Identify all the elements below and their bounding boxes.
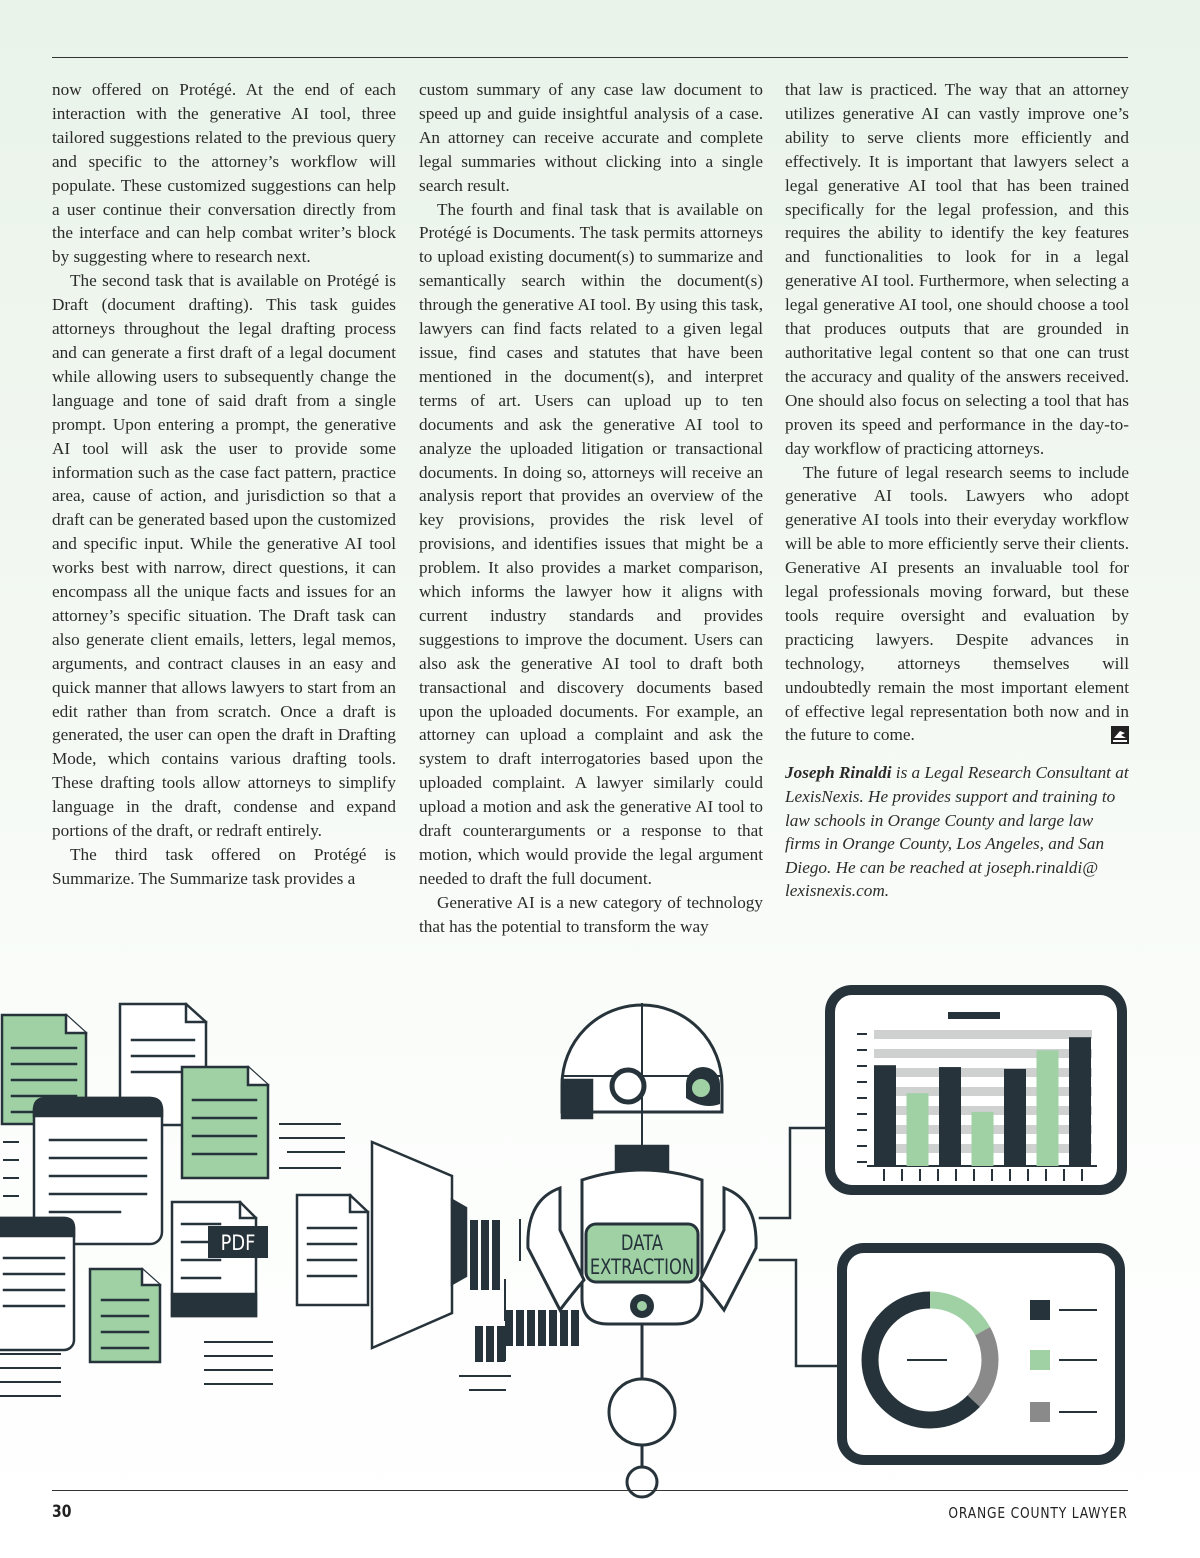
pie-chart-monitor bbox=[842, 1248, 1120, 1460]
paragraph: The third task offered on Protégé is Summarize. The Summarize task provides a bbox=[52, 845, 396, 888]
paragraph bbox=[785, 461, 1129, 748]
legend-swatch bbox=[1030, 1300, 1050, 1320]
robot-figure bbox=[528, 1004, 836, 1497]
bar-chart-band bbox=[874, 1049, 1092, 1058]
paragraph: The second task that is available on Protégé is Draft (document drafting). This task guides attorneys throughout the legal drafting process and can generate a first draft of a legal document while allowing users to subsequently change the language and tone of said draft from a single prompt. Upon entering a prompt, the generative AI tool will ask the user to provide some information such as the case fact pattern, practice area, cause of action, and jurisdiction so that a draft can be generated based upon the customized and specific input. While the generative AI tool works best with narrow, direct questions, it can encompass all the unique facts and issues for an attorney’s specific situation. The Draft task can also generate client emails, letters, legal memos, arguments, and contract clauses in an easy and quick manner that allows lawyers to start from an edit rather than from scratch. Once a draft is generated, the user can open the draft in Drafting Mode, which contains various drafting tools. These drafting tools allow attorneys to simplify language in the draft, condense and expand portions of the draft, or redraft entirely. bbox=[52, 271, 396, 841]
article-column-3 bbox=[785, 78, 1129, 903]
paragraph: The fourth and final task that is available on Protégé is Documents. The task permits attorneys to upload existing document(s) to summarize and semantically search within the document(s) through the generative AI tool. By using this task, lawyers can find facts related to a given legal issue, find cases and statutes that have been mentioned in the document(s), and interpret terms of art. Users can upload up to ten documents and ask the generative AI tool to analyze the uploaded litigation or transactional documents. In doing so, attorneys will receive an analysis report that provides an overview of the key provisions, provides the risk level of provisions, and identifies issues that might be a problem. It also provides a market comparison, which informs the lawyer how it aligns with current industry standards and provides suggestions to improve the document. Users can also ask the generative AI tool to draft both transactional and discovery documents based upon the uploaded documents. For example, an attorney can upload a complaint and ask the system to draft interrogatories based upon the uploaded complaint. A lawyer similarly could upload a motion and ask the generative AI tool to draft counterarguments or a response to that motion, which would provide the legal argument needed to draft the full document. bbox=[419, 199, 763, 888]
bar-chart-band bbox=[874, 1068, 1092, 1077]
bar-chart-bar bbox=[1069, 1037, 1091, 1166]
magazine-name: ORANGE COUNTY LAWYER bbox=[948, 1504, 1128, 1522]
paragraph: custom summary of any case law document to speed up and guide insightful analysis of a case. An attorney can receive accurate and complete legal summaries without clicking into a single search result. bbox=[419, 80, 763, 195]
pdf-document-icon bbox=[172, 1202, 268, 1316]
top-rule bbox=[52, 57, 1128, 58]
pdf-label: PDF bbox=[220, 1230, 256, 1256]
article-column-1 bbox=[52, 78, 396, 891]
page-number: 30 bbox=[52, 1502, 72, 1522]
end-of-article-icon bbox=[1111, 726, 1129, 744]
author-bio-text: is a Legal Research Consultant at LexisNexis. He provides support and training to law schools in Orange County and large law firms in Orange County, Los Angeles, and San Diego. He can be reached at joseph.rinaldi@ lexisnexis.com. bbox=[785, 763, 1129, 901]
legend-swatch bbox=[1030, 1350, 1050, 1370]
robot-label-line-2: EXTRACTION bbox=[589, 1256, 695, 1280]
data-extraction-illustration bbox=[0, 980, 1200, 1500]
paragraph: Generative AI is a new category of technology that has the potential to transform the way bbox=[419, 892, 763, 936]
paragraph-text: The future of legal research seems to include generative AI tools. Lawyers who adopt generative AI tools into their everyday workflow will be able to more efficiently serve their clients. Generative AI presents an invaluable tool for legal professionals moving forward, but these tools require oversight and evaluation by practicing lawyers. Despite advances in technology, attorneys themselves will undoubtedly remain the most important element of effective legal representation both now and in the future to come. bbox=[785, 462, 1129, 745]
author-bio bbox=[785, 761, 1129, 903]
bar-chart-bar bbox=[874, 1065, 896, 1166]
robot-label-line-1: DATA bbox=[620, 1232, 664, 1256]
paragraph: that law is practiced. The way that an attorney utilizes generative AI can vastly improve one’s ability to serve clients more efficiently and effectively. It is important that lawyers select a legal generative AI tool that has been trained specifically for the legal profession, and this requires the ability to identify the key features and functionalities to look for in a legal generative AI tool. Furthermore, when selecting a legal generative AI tool, one should choose a tool that produces outputs that are grounded in authoritative legal content so that one can trust the accuracy and quality of the answers received. One should also focus on selecting a tool that has proven its speed and performance in the day-to-day workflow of practicing attorneys. bbox=[785, 80, 1129, 458]
bar-chart-bar bbox=[1004, 1069, 1026, 1166]
bottom-rule bbox=[52, 1490, 1128, 1491]
browser-window-icon bbox=[0, 1218, 74, 1350]
article-column-2 bbox=[419, 78, 763, 939]
author-name: Joseph Rinaldi bbox=[785, 763, 892, 783]
bar-chart-band bbox=[874, 1030, 1092, 1039]
bar-chart-bar bbox=[907, 1093, 929, 1166]
green-document-icon bbox=[182, 1067, 268, 1178]
legend-swatch bbox=[1030, 1402, 1050, 1422]
green-document-icon bbox=[90, 1269, 160, 1362]
bar-chart-bar bbox=[972, 1112, 994, 1166]
white-document-icon bbox=[297, 1195, 368, 1305]
paragraph: now offered on Protégé. At the end of each interaction with the generative AI tool, three tailored suggestions related to the previous query and specific to the attorney’s workflow will populate. These customized suggestions can help a user continue their conversation directly from the interface and can help combat writer’s block by suggesting where to research next. bbox=[52, 80, 396, 267]
bar-chart-bar bbox=[939, 1067, 961, 1166]
bar-chart-bar bbox=[1037, 1050, 1059, 1166]
